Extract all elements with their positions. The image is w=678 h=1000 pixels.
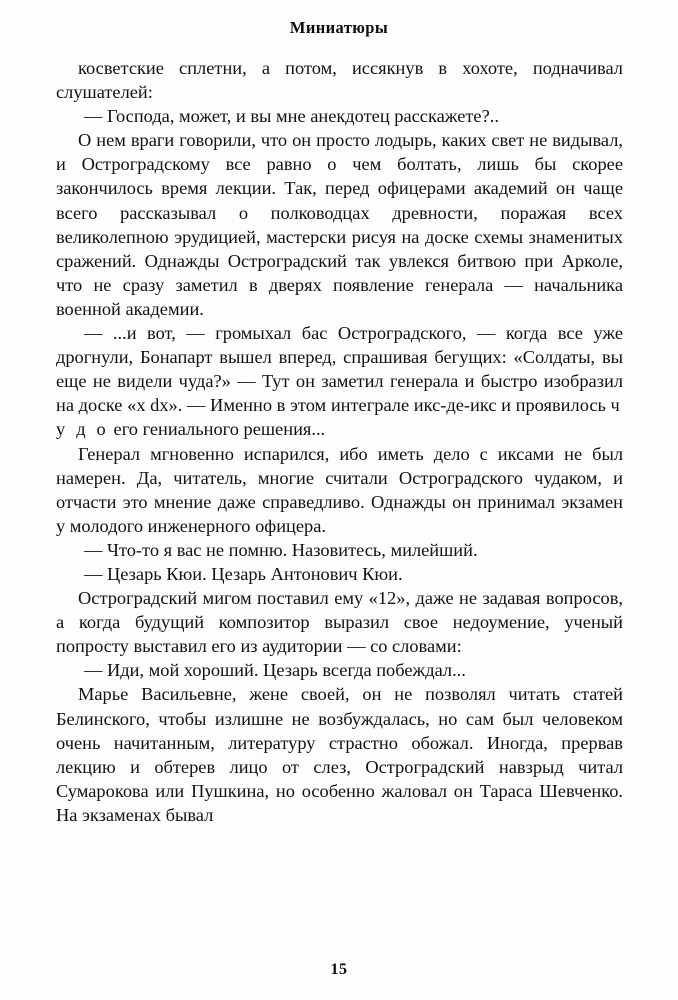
paragraph-body-3: Остроградский мигом поставил ему «12», даже не задавая вопросов, а когда будущий композитор выразил свое недоумение, ученый попросту выставил его из аудитории — со словами: xyxy=(56,588,623,657)
paragraph-continuation: косветские сплетни, а потом, иссякнув в хохоте, подначивал слушателей: xyxy=(56,58,623,103)
paragraph-dialogue-4: — Иди, мой хороший. Цезарь всегда побеждал... xyxy=(84,660,466,681)
running-head: Миниатюры xyxy=(289,18,389,37)
spaced-emphasis-word: ч у д о xyxy=(56,395,623,440)
body-text xyxy=(56,56,623,827)
paragraph-body-2: Генерал мгновенно испарился, ибо иметь дело с иксами не был намерен. Да, читатель, многие считали Остроградского чудаком, и отчасти это мнение даже справедливо. Однажды он принимал экзамен у молодого инженерного офицера. xyxy=(56,443,623,536)
paragraph-dialogue-integral xyxy=(56,321,623,441)
paragraph-dialogue-1: — Господа, может, и вы мне анекдотец расскажете?.. xyxy=(84,106,499,127)
paragraph-body-4: Марье Васильевне, жене своей, он не позволял читать статей Белинского, чтобы излишне не возбуждалась, но сам был человеком очень начитанным, литературу страстно обожал. Иногда, прервав лекцию и обтерев лицо от слез, Остроградский навзрыд читал Сумарокова или Пушкина, но особенно жаловал он Тараса Шевченко. На экзаменах бывал xyxy=(56,684,623,825)
paragraph-dialogue-3: — Цезарь Кюи. Цезарь Антонович Кюи. xyxy=(84,563,403,584)
paragraph-body-1: О нем враги говорили, что он просто лодырь, каких свет не видывал, и Остроградскому все равно о чем болтать, лишь бы скорее закончилось время лекции. Так, перед офицерами академий он чаще всего рассказывал о полководцах древности, поражая всех великолепною эрудицией, мастерски рисуя на доске схемы знаменитых сражений. Однажды Остроградский так увлекся битвою при Арколе, что не сразу заметил в дверях появление генерала — начальника военной академии. xyxy=(56,130,623,319)
dialogue-text-after: его гениального решения... xyxy=(108,419,326,440)
page-number: 15 xyxy=(330,961,348,978)
dialogue-text-before: — ...и вот, — громыхал бас Остроградского, — когда все уже дрогнули, Бонапарт вышел вперед, спрашивая бегущих: «Солдаты, вы еще не видели чуда?» — Тут он заметил генерала и быстро изобразил на доске «x dx». — Именно в этом интеграле икс-де-икс и проявилось xyxy=(56,323,623,416)
paragraph-dialogue-2: — Что-то я вас не помню. Назовитесь, милейший. xyxy=(84,539,478,560)
